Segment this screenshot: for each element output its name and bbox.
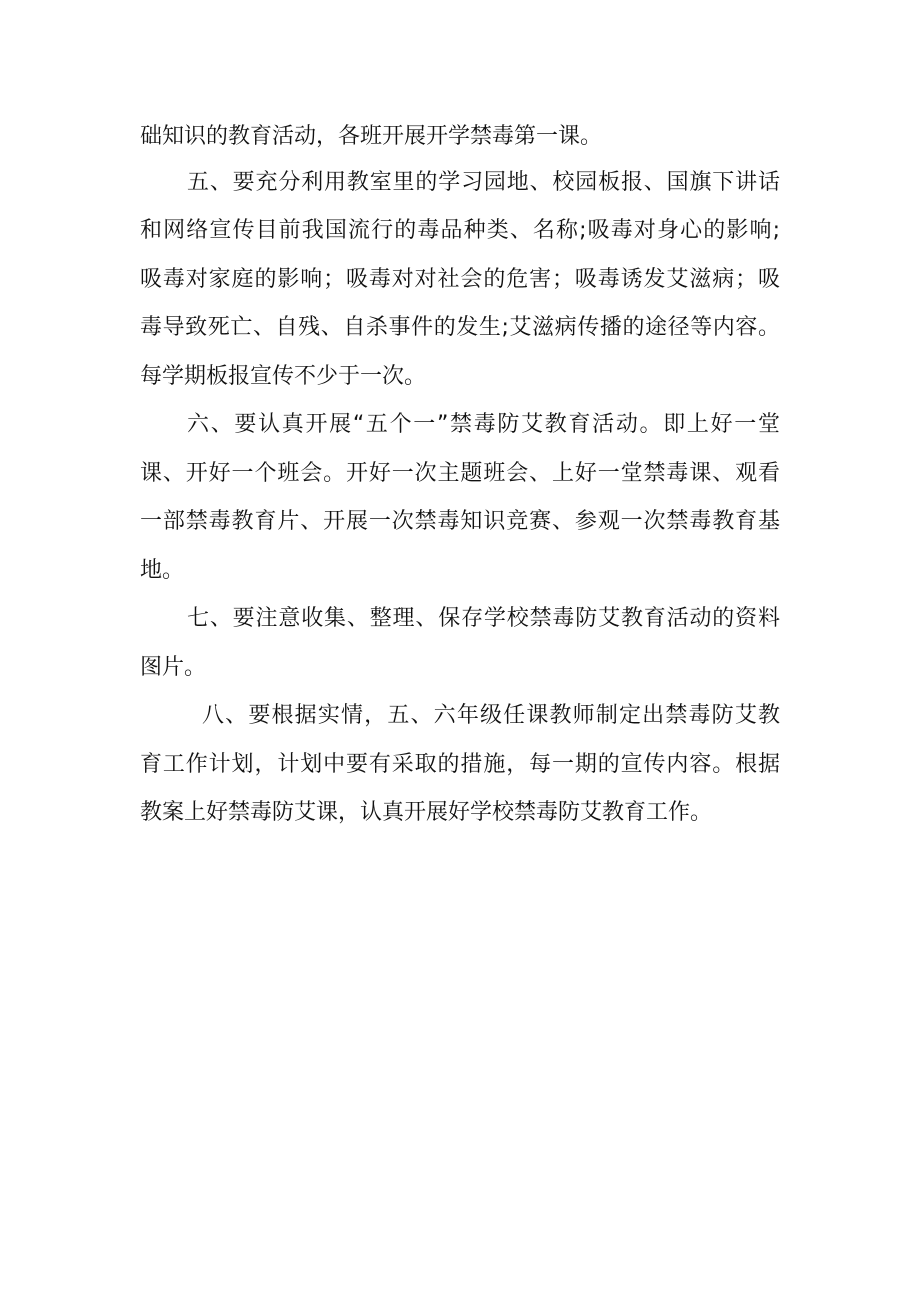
text-line: 教案上好禁毒防艾课，认真开展好学校禁毒防艾教育工作。 xyxy=(140,800,713,825)
paragraph-heading-line: 六、要认真开展“五个一”禁毒防艾教育活动。即上好一堂 xyxy=(187,412,780,437)
text-line: 础知识的教育活动，各班开展开学禁毒第一课。 xyxy=(140,124,603,149)
paragraph-heading-line: 五、要充分利用教室里的学习园地、校园板报、国旗下讲话 xyxy=(187,170,780,195)
text-line: 育工作计划，计划中要有采取的措施，每一期的宣传内容。根据 xyxy=(140,752,780,777)
text-line: 吸毒对家庭的影响；吸毒对对社会的危害；吸毒诱发艾滋病；吸 xyxy=(140,267,780,292)
text-line: 毒导致死亡、自残、自杀事件的发生;艾滋病传播的途径等内容。 xyxy=(140,315,780,340)
text-line: 和网络宣传目前我国流行的毒品种类、名称;吸毒对身心的影响; xyxy=(140,218,780,243)
paragraph-heading-line: 八、要根据实情，五、六年级任课教师制定出禁毒防艾教 xyxy=(202,703,780,728)
text-line: 课、开好一个班会。开好一次主题班会、上好一堂禁毒课、观看 xyxy=(140,461,780,486)
text-line: 每学期板报宣传不少于一次。 xyxy=(140,364,427,389)
text-line: 图片。 xyxy=(140,655,207,680)
paragraph-heading-line: 七、要注意收集、整理、保存学校禁毒防艾教育活动的资料 xyxy=(187,606,780,631)
text-line: 地。 xyxy=(140,558,185,583)
text-line: 一部禁毒教育片、开展一次禁毒知识竞赛、参观一次禁毒教育基 xyxy=(140,509,780,534)
